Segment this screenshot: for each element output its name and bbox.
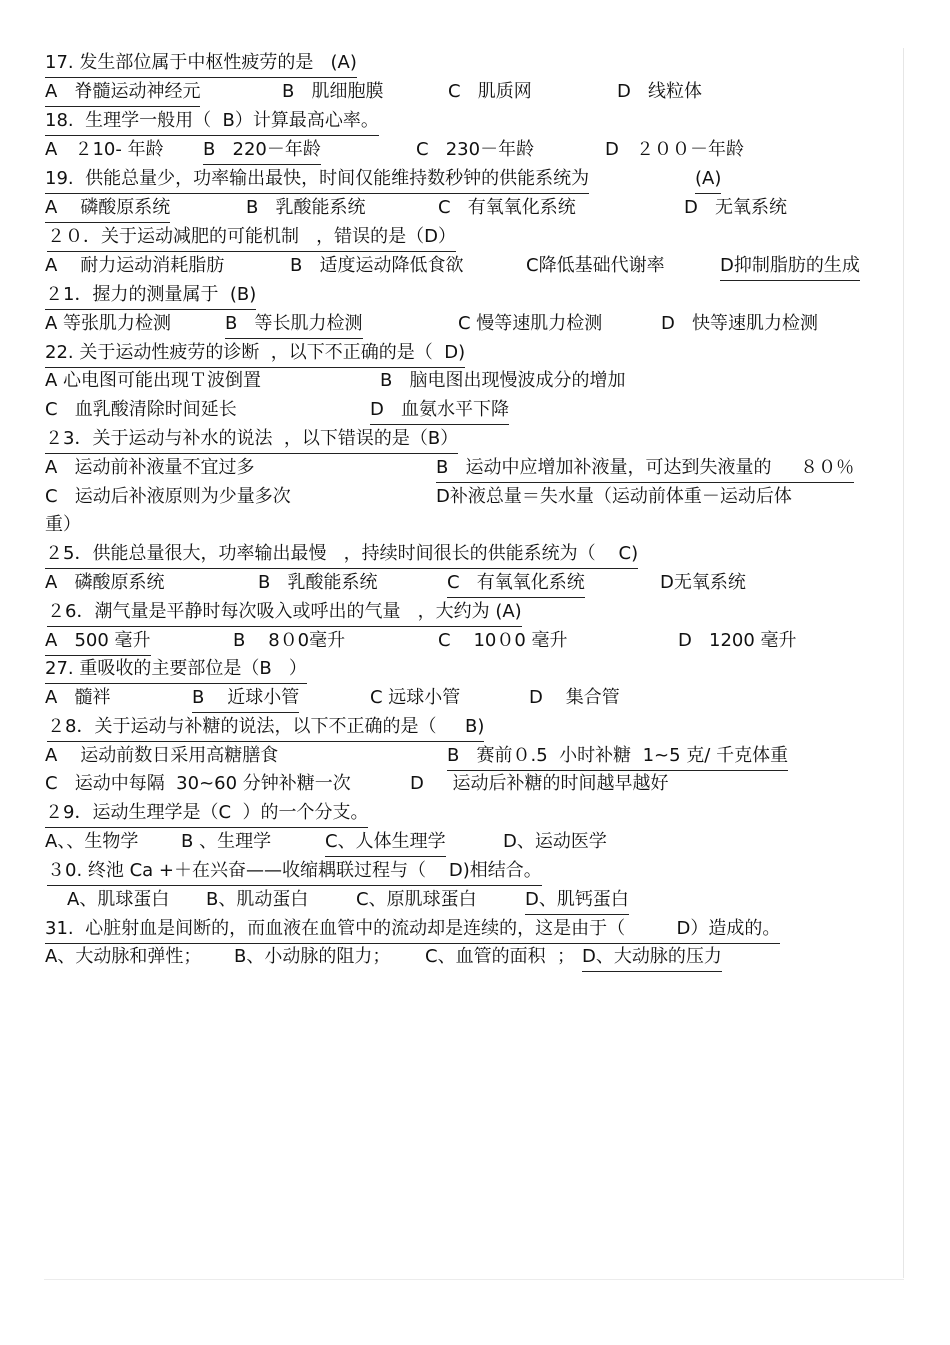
- question-26-stem: ２6．潮气量是平静时每次吸入或呼出的气量 ，大约为 (A): [47, 599, 522, 627]
- question-23-option-c: C 运动后补液原则为少量多次: [45, 486, 291, 507]
- question-17-option-b: B 肌细胞膜: [282, 81, 384, 102]
- question-23-stem: ２3．关于运动与补水的说法 ，以下错误的是（B）: [45, 426, 458, 454]
- question-27-option-b: B 近球小管: [192, 685, 299, 713]
- question-28-option-b: B 赛前０.5 小时补糖 1~5 克/ 千克体重: [447, 743, 788, 771]
- question-18-option-a: A ２10- 年龄: [45, 139, 164, 160]
- question-19-answer: (A): [695, 166, 721, 194]
- question-18-option-d: D ２００－年龄: [605, 139, 745, 160]
- question-31-option-b: B、小动脉的阻力；: [234, 946, 391, 967]
- question-29-option-d: D、运动医学: [503, 831, 607, 852]
- question-22-stem: 22. 关于运动性疲劳的诊断 ，以下不正确的是（ D): [45, 340, 465, 368]
- question-31-option-a: A、大动脉和弹性；: [45, 946, 202, 967]
- question-31-option-c: C、血管的面积 ；: [425, 946, 576, 967]
- question-18-option-c: C 230－年龄: [416, 139, 535, 160]
- question-25-stem: ２5．供能总量很大，功率输出最慢 ，持续时间很长的供能系统为（ C): [45, 541, 638, 569]
- question-31-stem: 31. 心脏射血是间断的，而血液在血管中的流动却是连续的，这是由于（ D）造成的。: [45, 916, 780, 944]
- question-21-option-a: A 等张肌力检测: [45, 313, 172, 334]
- question-19-stem: 19. 供能总量少，功率输出最快，时间仅能维持数秒钟的供能系统为: [45, 166, 589, 194]
- question-26-option-c: C 10０0 毫升: [438, 630, 568, 651]
- question-29-option-a: A、、生物学: [45, 831, 139, 852]
- question-21-option-b: B 等长肌力检测: [225, 311, 363, 339]
- question-17-option-c: C 肌质网: [448, 81, 532, 102]
- question-26-option-b: B 8０0毫升: [233, 630, 346, 651]
- question-30-option-b: B、肌动蛋白: [206, 889, 309, 910]
- question-17-option-d: D 线粒体: [617, 81, 703, 102]
- question-23-option-d: D补液总量＝失水量（运动前体重－运动后体: [436, 486, 792, 507]
- question-30-stem: ３0. 终池 Ca +＋在兴奋——收缩耦联过程与（ D)相结合。: [47, 858, 542, 886]
- question-25-option-d: D无氧系统: [660, 572, 746, 593]
- question-27-option-a: A 髓袢: [45, 687, 111, 708]
- question-23-option-b: B 运动中应增加补液量，可达到失液量的 ８０％: [436, 455, 854, 483]
- question-20-option-a: A 耐力运动消耗脂肪: [45, 255, 225, 276]
- question-28-option-a: A 运动前数日采用高糖膳食: [45, 745, 279, 766]
- question-20-option-c: C降低基础代谢率: [526, 255, 665, 276]
- question-27-option-d: D 集合管: [529, 687, 620, 708]
- question-22-option-b: B 脑电图出现慢波成分的增加: [380, 370, 626, 391]
- question-29-option-b: B 、生理学: [181, 831, 272, 852]
- question-21-option-d: D 快等速肌力检测: [661, 313, 819, 334]
- question-30-option-c: C、原肌球蛋白: [356, 889, 477, 910]
- question-29-option-c: C、人体生理学: [325, 829, 446, 857]
- question-23-option-d-continued: 重）: [45, 514, 81, 535]
- question-20-stem: ２０．关于运动减肥的可能机制 ，错误的是（D）: [47, 224, 456, 252]
- question-28-option-c: C 运动中每隔 30~60 分钟补糖一次: [45, 773, 351, 794]
- question-20-option-b: B 适度运动降低食欲: [290, 255, 464, 276]
- question-25-option-b: B 乳酸能系统: [258, 572, 378, 593]
- question-18-option-b: B 220－年龄: [203, 137, 321, 165]
- question-22-option-d: D 血氨水平下降: [370, 397, 509, 425]
- question-22-option-a: A 心电图可能出现Ｔ波倒置: [45, 370, 262, 391]
- question-18-stem: 18. 生理学一般用（ B）计算最高心率。: [45, 108, 379, 136]
- page-border-right: [903, 48, 904, 1278]
- question-19-option-c: C 有氧氧化系统: [438, 197, 576, 218]
- question-27-stem: 27. 重吸收的主要部位是（B ）: [45, 656, 307, 684]
- question-20-option-d: D抑制脂肪的生成: [720, 253, 860, 281]
- question-30-option-d: D、肌钙蛋白: [525, 887, 629, 915]
- question-31-option-d: D、大动脉的压力: [582, 944, 722, 972]
- question-23-option-a: A 运动前补液量不宜过多: [45, 457, 255, 478]
- question-21-stem: ２1．握力的测量属于 (B): [45, 282, 256, 310]
- question-28-stem: ２8．关于运动与补糖的说法，以下不正确的是（ B): [47, 714, 484, 742]
- question-19-option-d: D 无氧系统: [684, 197, 788, 218]
- question-17-stem: 17. 发生部位属于中枢性疲劳的是 (A): [45, 50, 357, 78]
- question-17-option-a: A 脊髓运动神经元: [45, 79, 200, 107]
- question-27-option-c: C 远球小管: [370, 687, 461, 708]
- question-21-option-c: C 慢等速肌力检测: [458, 313, 603, 334]
- question-26-option-d: D 1200 毫升: [678, 630, 797, 651]
- page-border-bottom: [44, 1279, 904, 1280]
- question-25-option-a: A 磷酸原系统: [45, 572, 165, 593]
- question-25-option-c: C 有氧氧化系统: [447, 570, 585, 598]
- question-28-option-d: D 运动后补糖的时间越早越好: [410, 773, 669, 794]
- question-19-option-a: A 磷酸原系统: [45, 195, 170, 223]
- question-26-option-a: A 500 毫升: [45, 628, 151, 656]
- question-19-option-b: B 乳酸能系统: [246, 197, 366, 218]
- question-30-option-a: A、肌球蛋白: [67, 889, 170, 910]
- question-29-stem: ２9．运动生理学是（C ）的一个分支。: [45, 800, 368, 828]
- question-22-option-c: C 血乳酸清除时间延长: [45, 399, 237, 420]
